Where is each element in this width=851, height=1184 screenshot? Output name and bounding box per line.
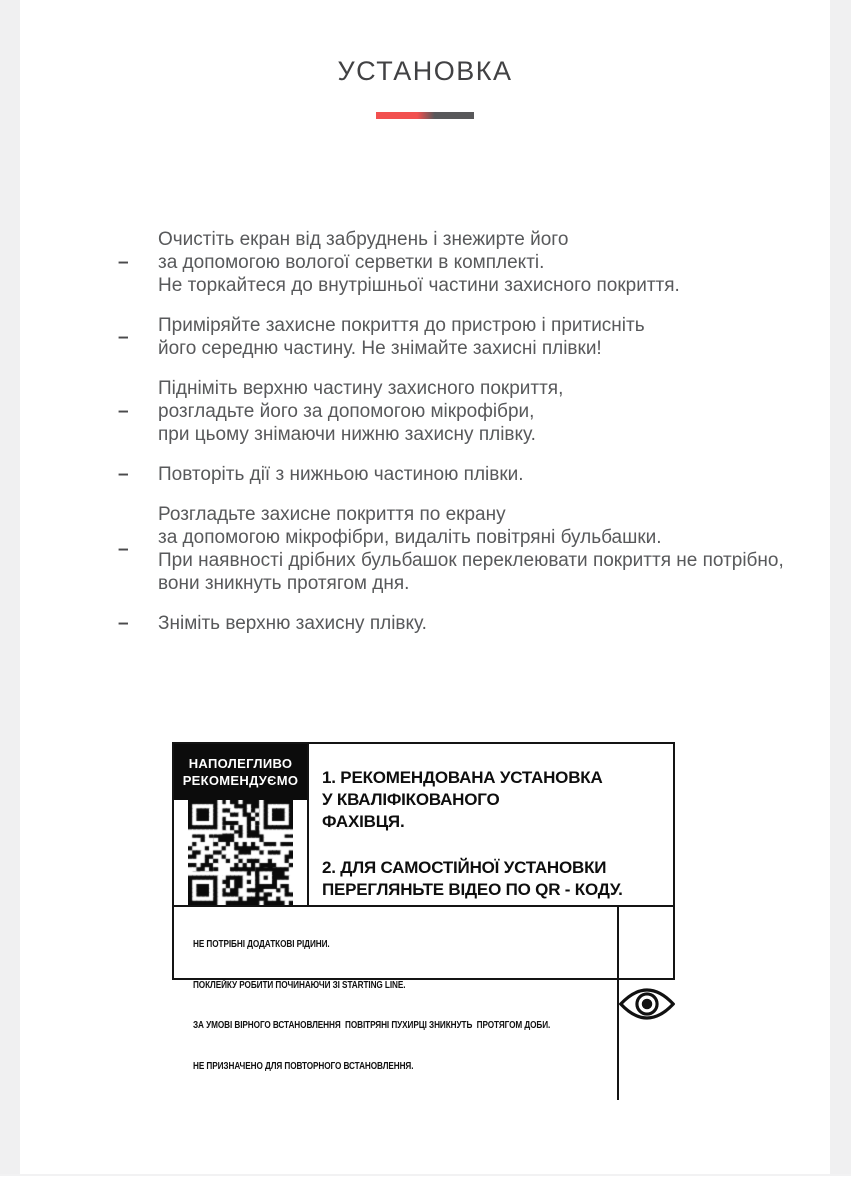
badge-line: РЕКОМЕНДУЄМО — [182, 773, 299, 788]
note-line: ЗА УМОВІ ВІРНОГО ВСТАНОВЛЕННЯ ПОВІТРЯНІ ПУХИРЦІ ЗНИКНУТЬ ПРОТЯГОМ ДОБИ. — [193, 1020, 551, 1031]
instruction-step — [118, 463, 798, 486]
eye-icon — [619, 987, 675, 1021]
recommendation-box-bottom-row — [174, 907, 673, 1100]
step-line: Розгладьте захисне покриття по екрану — [158, 504, 506, 525]
step-text — [158, 612, 798, 635]
page-margin-left — [0, 0, 20, 1176]
instruction-step — [118, 377, 798, 446]
step-line: Повторіть дії з нижньою частиною плівки. — [158, 464, 524, 485]
step-line: Приміряйте захисне покриття до пристрою і притисніть — [158, 315, 645, 336]
recommendation-line: 1. РЕКОМЕНДОВАНА УСТАНОВКА — [322, 768, 603, 787]
eye-cell — [619, 907, 675, 1100]
step-text — [158, 377, 798, 446]
accent-bar — [376, 112, 474, 119]
recommendation-box-top-row — [174, 744, 673, 907]
step-text — [158, 503, 798, 595]
step-text — [158, 463, 798, 486]
spacer — [322, 833, 673, 857]
dash-bullet: – — [118, 613, 129, 634]
dash-bullet: – — [118, 326, 129, 348]
qr-wrap — [174, 800, 307, 905]
step-line: Зніміть верхню захисну плівку. — [158, 613, 427, 634]
step-line: Не торкайтеся до внутрішньої частини захисного покриття. — [158, 275, 680, 296]
page-margin-right — [830, 0, 851, 1176]
step-text — [158, 314, 798, 360]
step-line: за допомогою вологої серветки в комплекті. — [158, 252, 545, 273]
qr-cell — [174, 744, 309, 905]
notes-text — [193, 911, 551, 1100]
step-line: При наявності дрібних бульбашок переклеювати покриття не потрібно, — [158, 550, 784, 571]
step-line: за допомогою мікрофібри, видаліть повітряні бульбашки. — [158, 527, 662, 548]
instruction-step — [118, 228, 798, 297]
step-line: Підніміть верхню частину захисного покриття, — [158, 378, 564, 399]
step-line: вони зникнуть протягом дня. — [158, 573, 410, 594]
recommendation-box — [172, 742, 675, 1072]
step-line: при цьому знімаючи нижню захисну плівку. — [158, 424, 536, 445]
recommendation-line: У КВАЛІФІКОВАНОГО — [322, 790, 500, 809]
step-line: Очистіть екран від забруднень і знежирте його — [158, 229, 569, 250]
strongly-recommend-badge — [174, 744, 307, 800]
dash-bullet: – — [118, 464, 129, 485]
notes-cell — [174, 907, 619, 1100]
instruction-step — [118, 503, 798, 595]
step-line: його середню частину. Не знімайте захисні плівки! — [158, 338, 602, 359]
recommendation-line: ФАХІВЦЯ. — [322, 812, 405, 831]
note-line: НЕ ПОТРІБНІ ДОДАТКОВІ РІДИНИ. — [193, 939, 330, 950]
dash-bullet: – — [118, 538, 129, 560]
instruction-step — [118, 314, 798, 360]
dash-bullet: – — [118, 401, 129, 422]
page-split-line — [0, 1174, 851, 1176]
note-line: ПОКЛЕЙКУ РОБИТИ ПОЧИНАЮЧИ ЗІ STARTING LINE. — [193, 979, 406, 991]
instruction-list — [118, 228, 798, 652]
step-text — [158, 228, 798, 297]
qr-code — [188, 800, 293, 905]
badge-line: НАПОЛЕГЛИВО — [188, 756, 293, 771]
page-title: УСТАНОВКА — [337, 56, 513, 86]
recommendation-text-cell — [309, 744, 673, 905]
instruction-step — [118, 612, 798, 635]
dash-bullet: – — [118, 252, 129, 273]
recommendation-line: 2. ДЛЯ САМОСТІЙНОЇ УСТАНОВКИ — [322, 858, 607, 877]
note-line: НЕ ПРИЗНАЧЕНО ДЛЯ ПОВТОРНОГО ВСТАНОВЛЕННЯ. — [193, 1060, 414, 1072]
step-line: розгладьте його за допомогою мікрофібри, — [158, 401, 535, 422]
recommendation-line: ПЕРЕГЛЯНЬТЕ ВІДЕО ПО QR - КОДУ. — [322, 880, 623, 899]
